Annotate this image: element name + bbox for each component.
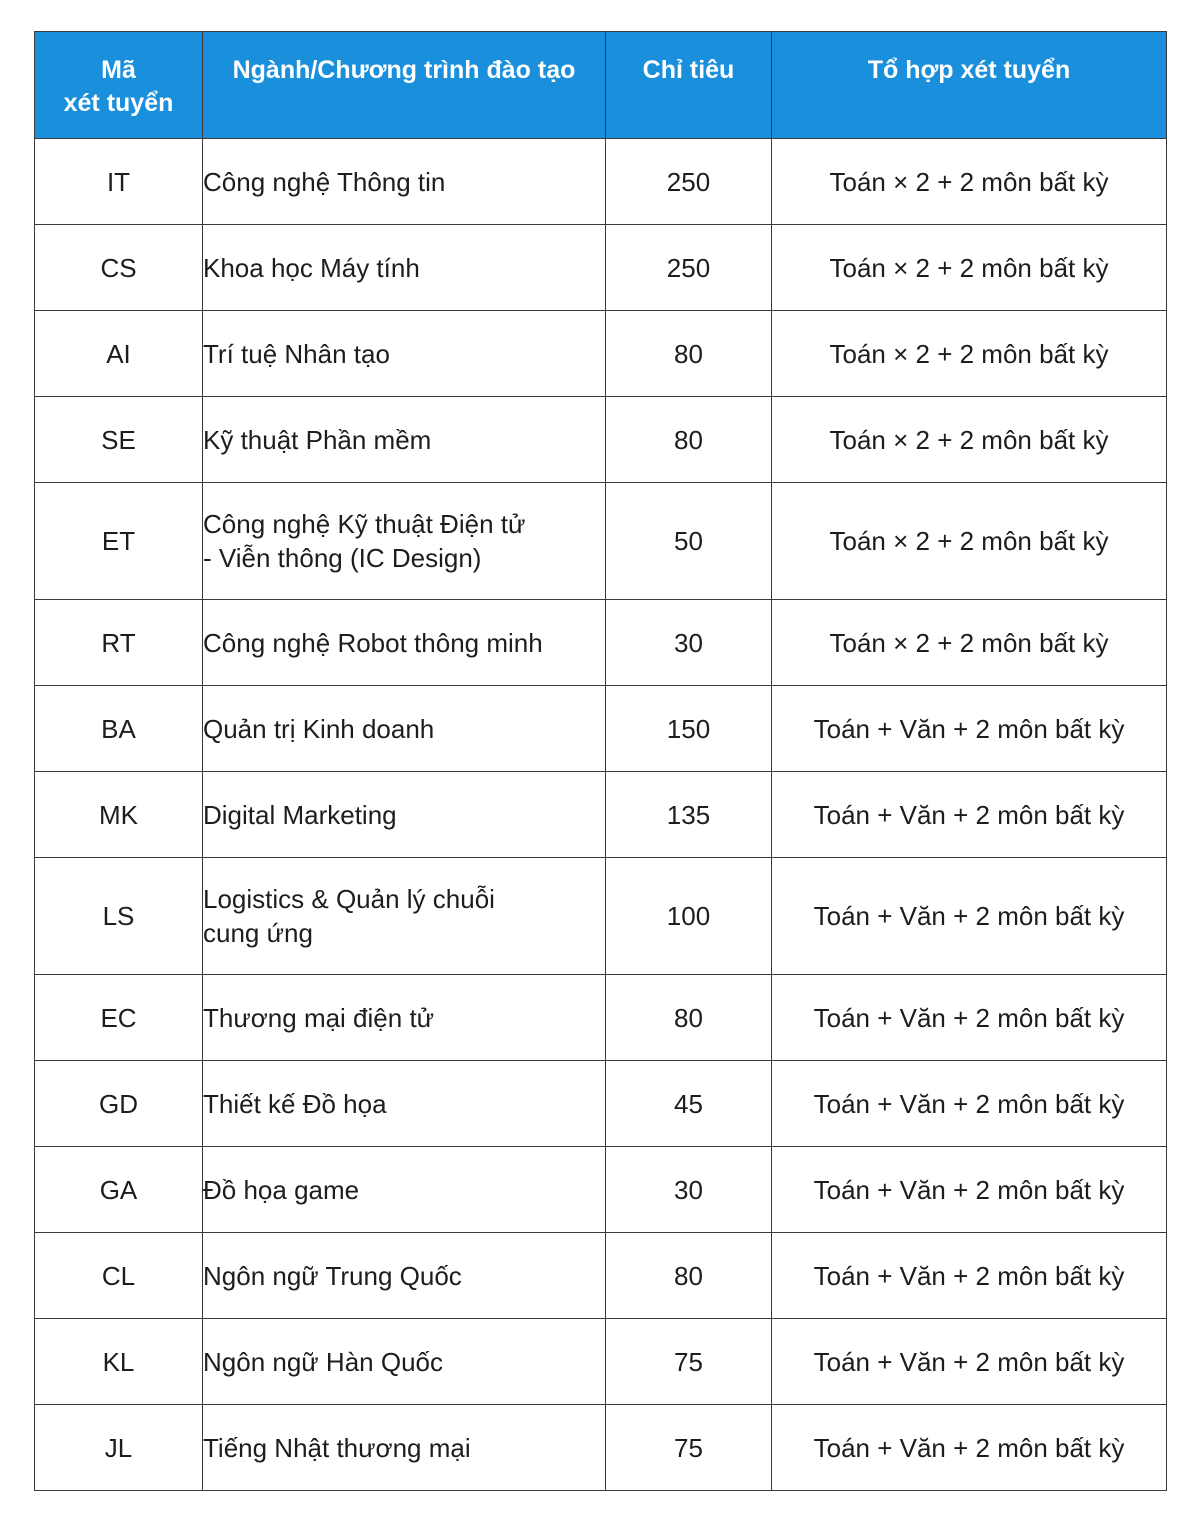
- cell-code: MK: [35, 772, 203, 858]
- cell-combination: Toán × 2 + 2 môn bất kỳ: [772, 483, 1167, 600]
- cell-combination: Toán × 2 + 2 môn bất kỳ: [772, 225, 1167, 311]
- table-row: [35, 1319, 1167, 1405]
- table-row: [35, 483, 1167, 600]
- cell-major: [203, 1405, 606, 1491]
- major-line1: Ngôn ngữ Hàn Quốc: [203, 1346, 443, 1377]
- table-body: [35, 139, 1167, 1491]
- cell-code: RT: [35, 600, 203, 686]
- major-line1: Khoa học Máy tính: [203, 252, 420, 283]
- cell-code: ET: [35, 483, 203, 600]
- table-row: [35, 225, 1167, 311]
- cell-code: KL: [35, 1319, 203, 1405]
- cell-quota: 150: [606, 686, 772, 772]
- cell-combination: Toán + Văn + 2 môn bất kỳ: [772, 1233, 1167, 1319]
- cell-quota: 135: [606, 772, 772, 858]
- major-line1: Quản trị Kinh doanh: [203, 713, 435, 744]
- cell-quota: 80: [606, 975, 772, 1061]
- cell-major: [203, 1319, 606, 1405]
- table-row: [35, 1061, 1167, 1147]
- major-line1: Digital Marketing: [203, 799, 397, 830]
- cell-combination: Toán × 2 + 2 môn bất kỳ: [772, 311, 1167, 397]
- cell-code: CS: [35, 225, 203, 311]
- cell-code: SE: [35, 397, 203, 483]
- cell-major: [203, 1061, 606, 1147]
- cell-code: GD: [35, 1061, 203, 1147]
- cell-code: CL: [35, 1233, 203, 1319]
- cell-combination: Toán + Văn + 2 môn bất kỳ: [772, 858, 1167, 975]
- cell-combination: Toán + Văn + 2 môn bất kỳ: [772, 975, 1167, 1061]
- cell-major: [203, 311, 606, 397]
- cell-quota: 45: [606, 1061, 772, 1147]
- cell-code: EC: [35, 975, 203, 1061]
- cell-code: JL: [35, 1405, 203, 1491]
- table-row: [35, 1233, 1167, 1319]
- major-line1: Trí tuệ Nhân tạo: [203, 338, 390, 369]
- major-line1: Thiết kế Đồ họa: [203, 1088, 387, 1119]
- major-line1: Thương mại điện tử: [203, 1002, 435, 1033]
- cell-quota: 50: [606, 483, 772, 600]
- cell-quota: 30: [606, 600, 772, 686]
- cell-quota: 75: [606, 1405, 772, 1491]
- table-row: [35, 975, 1167, 1061]
- cell-major: [203, 1147, 606, 1233]
- major-line1: Công nghệ Thông tin: [203, 166, 446, 197]
- cell-combination: Toán + Văn + 2 môn bất kỳ: [772, 1061, 1167, 1147]
- table-row: [35, 686, 1167, 772]
- major-line1: Ngôn ngữ Trung Quốc: [203, 1260, 462, 1291]
- cell-combination: Toán + Văn + 2 môn bất kỳ: [772, 1147, 1167, 1233]
- cell-combination: Toán + Văn + 2 môn bất kỳ: [772, 1319, 1167, 1405]
- table-row: [35, 600, 1167, 686]
- cell-major: [203, 1233, 606, 1319]
- cell-code: GA: [35, 1147, 203, 1233]
- cell-combination: Toán × 2 + 2 môn bất kỳ: [772, 397, 1167, 483]
- major-line1: Kỹ thuật Phần mềm: [203, 424, 432, 455]
- cell-combination: Toán + Văn + 2 môn bất kỳ: [772, 772, 1167, 858]
- cell-quota: 75: [606, 1319, 772, 1405]
- cell-quota: 80: [606, 1233, 772, 1319]
- header-quota: Chỉ tiêu: [606, 32, 772, 139]
- cell-quota: 100: [606, 858, 772, 975]
- cell-quota: 80: [606, 311, 772, 397]
- cell-combination: Toán × 2 + 2 môn bất kỳ: [772, 139, 1167, 225]
- cell-quota: 30: [606, 1147, 772, 1233]
- major-line1: Công nghệ Robot thông minh: [203, 627, 543, 658]
- cell-quota: 250: [606, 139, 772, 225]
- header-row: [35, 32, 1167, 139]
- table-row: [35, 1405, 1167, 1491]
- header-code-line2: xét tuyển: [63, 89, 174, 117]
- cell-quota: 250: [606, 225, 772, 311]
- cell-code: BA: [35, 686, 203, 772]
- cell-major: [203, 975, 606, 1061]
- cell-major: [203, 139, 606, 225]
- major-line1: Logistics & Quản lý chuỗi: [203, 884, 495, 914]
- cell-combination: Toán + Văn + 2 môn bất kỳ: [772, 686, 1167, 772]
- header-major: Ngành/Chương trình đào tạo: [203, 32, 606, 139]
- cell-major: [203, 397, 606, 483]
- table-row: [35, 139, 1167, 225]
- cell-major: [203, 772, 606, 858]
- cell-code: IT: [35, 139, 203, 225]
- header-combination: Tổ hợp xét tuyển: [772, 32, 1167, 139]
- table-row: [35, 858, 1167, 975]
- cell-code: AI: [35, 311, 203, 397]
- table-row: [35, 1147, 1167, 1233]
- cell-quota: 80: [606, 397, 772, 483]
- cell-combination: Toán + Văn + 2 môn bất kỳ: [772, 1405, 1167, 1491]
- table-row: [35, 397, 1167, 483]
- table-row: [35, 772, 1167, 858]
- major-line1: Tiếng Nhật thương mại: [203, 1432, 471, 1463]
- table-row: [35, 311, 1167, 397]
- cell-combination: Toán × 2 + 2 môn bất kỳ: [772, 600, 1167, 686]
- header-code-line1: Mã: [101, 56, 136, 84]
- major-line2: cung ứng: [203, 918, 313, 948]
- cell-major: [203, 600, 606, 686]
- admissions-table: [34, 31, 1167, 1491]
- cell-major: [203, 483, 606, 600]
- major-line1: Đồ họa game: [203, 1174, 360, 1205]
- cell-major: [203, 858, 606, 975]
- cell-major: [203, 686, 606, 772]
- header-code: [35, 32, 203, 139]
- cell-code: LS: [35, 858, 203, 975]
- cell-major: [203, 225, 606, 311]
- major-line1: Công nghệ Kỹ thuật Điện tử: [203, 509, 526, 539]
- major-line2: - Viễn thông (IC Design): [203, 543, 482, 573]
